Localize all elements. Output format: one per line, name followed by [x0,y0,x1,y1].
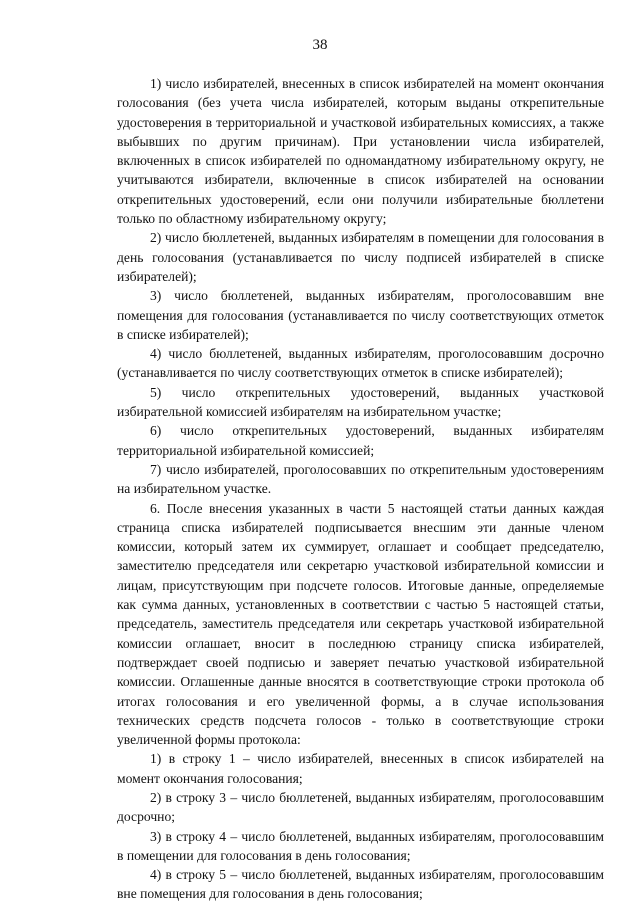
paragraph-line-3-entry: 2) в строку 3 – число бюллетеней, выданных избирателям, проголосовавшим досрочно; [117,789,604,825]
paragraph-item-5-certificates-precinct: 5) число открепительных удостоверений, выданных участковой избирательной комиссией избирателям на избирательном участке; [117,384,604,420]
paragraph-line-5-entry: 4) в строку 5 – число бюллетеней, выданных избирателям, проголосовавшим вне помещения для голосования в день голосования; [117,867,604,902]
document-body [117,74,604,904]
paragraph-item-1-voters-on-list: 1) число избирателей, внесенных в список избирателей на момент окончания голосования (без учета числа избирателей, которым выданы открепительные удостоверения в территориальной и участковой избирательных комиссиях, а также выбывших по другим причинам). При установлении числа избирателей, включенных в список избирателей по одномандатному избирательному округу, не учитываются избиратели, включенные в список избирателей на основании открепительных удостоверений, если они получили избирательные бюллетени только по областному избирательному округу; [117,76,604,227]
paragraph-item-2-ballots-in-premises: 2) число бюллетеней, выданных избирателям в помещении для голосования в день голосования (устанавливается по числу подписей избирателей в списке избирателей); [117,230,604,284]
paragraph-item-4-ballots-early-voting: 4) число бюллетеней, выданных избирателям, проголосовавшим досрочно (устанавливается по числу соответствующих отметок в списке избирателей); [117,346,604,381]
paragraph-line-4-entry: 3) в строку 4 – число бюллетеней, выданных избирателям, проголосовавшим в помещении для голосования в день голосования; [117,828,604,863]
page-number: 38 [312,37,328,53]
paragraph-item-3-ballots-outside-premises: 3) число бюллетеней, выданных избирателям, проголосовавшим вне помещения для голосования (устанавливается по числу соответствующих отметок в списке избирателей); [117,288,604,342]
paragraph-item-6-certificates-territorial: 6) число открепительных удостоверений, выданных избирателям территориальной избирательной комиссией; [117,423,604,458]
paragraph-part-6-signing-and-totals: 6. После внесения указанных в части 5 настоящей статьи данных каждая страница списка избирателей подписывается внесшим эти данные членом комиссии, который затем их суммирует, оглашает и сообщает председателю, заместителю председателя или секретарю участковой избирательной комиссии и лицам, присутствующим при подсчете голосов. Итоговые данные, определяемые как сумма данных, установленных в соответствии с частью 5 настоящей статьи, председатель, заместитель председателя или секретарь участковой избирательной комиссии оглашает, вносит в последнюю страницу списка избирателей, подтверждает своей подписью и заверяет печатью участковой избирательной комиссии. Оглашенные данные вносятся в соответствующие строки протокола об итогах голосования и его увеличенной формы, а в случае использования технических средств подсчета голосов - только в соответствующие строки увеличенной формы протокола: [117,500,604,748]
paragraph-item-7-voted-by-certificate: 7) число избирателей, проголосовавших по открепительным удостоверениям на избирательном участке. [117,461,604,497]
paragraph-line-1-entry: 1) в строку 1 – число избирателей, внесенных в список избирателей на момент окончания голосования; [117,751,604,786]
